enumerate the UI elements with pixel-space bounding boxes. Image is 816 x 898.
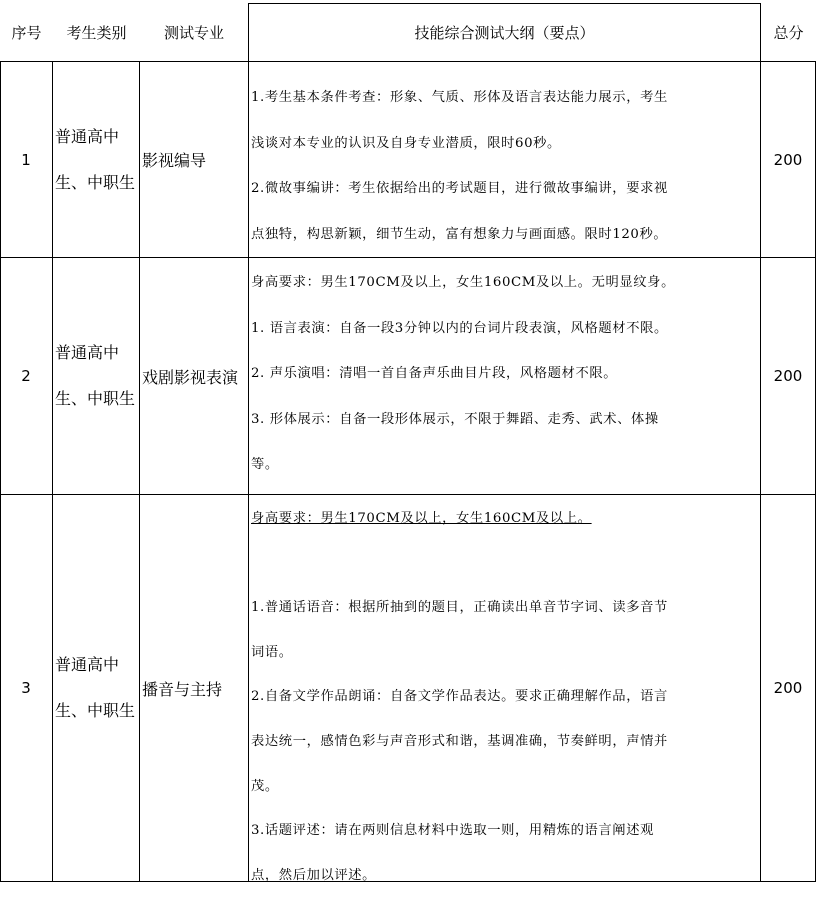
row2-outline	[251, 260, 759, 488]
row2-outline-line: 2. 声乐演唱：清唱一首自备声乐曲目片段，风格题材不限。	[251, 366, 618, 381]
row3-score: 200	[773, 679, 803, 697]
row3-outline-line: 1.普通话语音：根据所抽到的题目，正确读出单音节字词、读多音节	[251, 600, 668, 616]
row1-outline-line: 点独特，构思新颖，细节生动，富有想象力与画面感。限时120秒。	[251, 226, 668, 242]
row1-category	[52, 62, 142, 257]
row3-outline-line: 表达统一，感情色彩与声音形式和谐，基调准确，节奏鲜明，声情并	[251, 733, 668, 749]
row3-outline-line: 3.话题评述：请在两则信息材料中选取一则，用精炼的语言阐述观	[251, 823, 654, 839]
row3-outline-line: 2.自备文学作品朗诵：自备文学作品表达。要求正确理解作品，语言	[251, 689, 668, 705]
row1-outline-line: 2.微故事编讲：考生依据给出的考试题目，进行微故事编讲，要求视	[251, 181, 668, 196]
row2-index: 2	[21, 367, 31, 385]
row1-score: 200	[773, 150, 803, 169]
row1-index: 1	[21, 150, 31, 169]
row3-category	[52, 495, 142, 881]
row1-outline	[251, 75, 759, 257]
row2-category-line1: 普通高中	[55, 343, 120, 362]
row1-outline-line: 浅谈对本专业的认识及自身专业潜质，限时60秒。	[251, 135, 561, 151]
row2-outline-line: 等。	[251, 457, 279, 472]
row3-outline-height-requirement: 身高要求：男生170CM及以上，女生160CM及以上。	[251, 511, 592, 526]
row3-outline	[251, 497, 759, 898]
row3-category-line2: 生、中职生	[55, 701, 136, 720]
row3-outline-line: 茂。	[251, 778, 279, 794]
row2-category-line2: 生、中职生	[55, 389, 136, 408]
row2-score: 200	[773, 367, 803, 385]
row1-major: 影视编导	[142, 151, 207, 170]
row3-outline-line	[251, 542, 759, 587]
header-category: 考生类别	[66, 23, 127, 42]
row1-category-line2: 生、中职生	[55, 172, 136, 192]
row2-outline-line: 1. 语言表演：自备一段3分钟以内的台词片段表演，风格题材不限。	[251, 320, 668, 336]
row3-category-line1: 普通高中	[55, 655, 120, 674]
header-score: 总分	[773, 23, 804, 42]
row2-major: 戏剧影视表演	[142, 367, 239, 387]
header-index: 序号	[11, 23, 42, 42]
row3-outline-line: 词语。	[251, 644, 293, 660]
row2-outline-line: 3. 形体展示：自备一段形体展示，不限于舞蹈、走秀、武术、体操	[251, 411, 659, 427]
header-outline: 技能综合测试大纲（要点）	[414, 23, 595, 42]
row3-major: 播音与主持	[142, 679, 223, 699]
row1-category-line1: 普通高中	[55, 126, 120, 146]
row1-outline-line: 1.考生基本条件考查：形象、气质、形体及语言表达能力展示，考生	[251, 90, 668, 105]
header-major: 测试专业	[163, 23, 224, 42]
row3-index: 3	[21, 679, 31, 697]
row3-outline-line: 点，然后加以评述。	[251, 867, 377, 883]
row2-category	[52, 258, 142, 494]
row2-outline-line: 身高要求：男生170CM及以上，女生160CM及以上。无明显纹身。	[251, 275, 675, 290]
